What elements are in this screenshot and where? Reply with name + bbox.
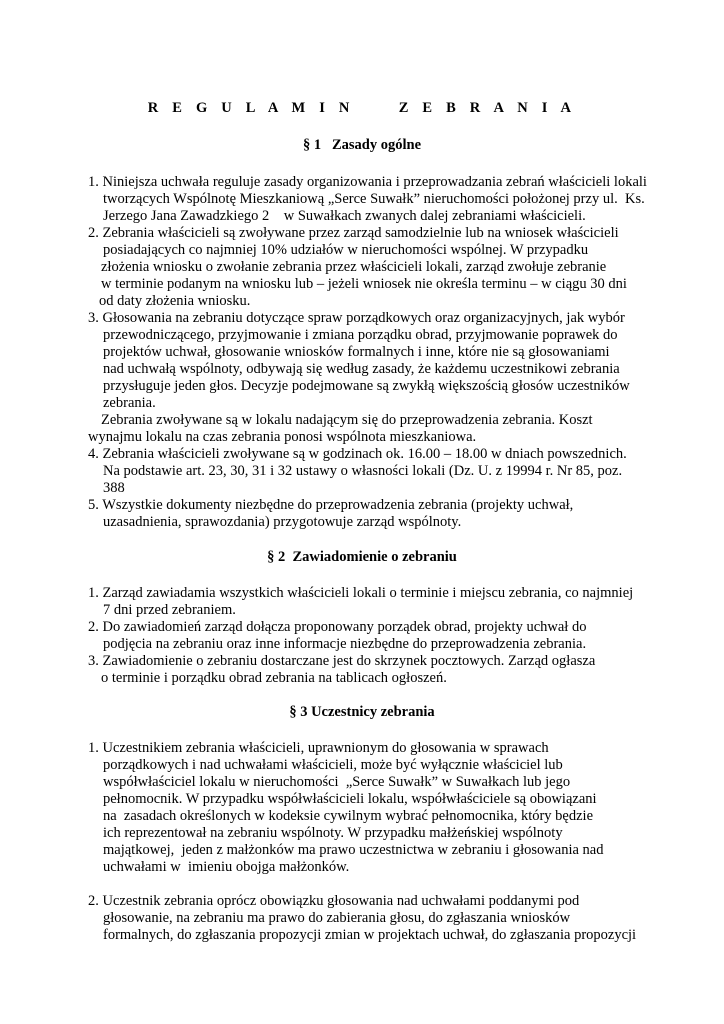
section-3-line: 2. Uczestnik zebrania oprócz obowiązku głosowania nad uchwałami poddanymi pod bbox=[88, 893, 580, 909]
section-3-line: pełnomocnik. W przypadku współwłaścicieli lokalu, współwłaściciele są obowiązani bbox=[103, 791, 597, 807]
section-1-line: projektów uchwał, głosowanie wniosków formalnych i inne, które nie są głosowaniami bbox=[103, 344, 610, 360]
section-1-line: wynajmu lokalu na czas zebrania ponosi wspólnota mieszkaniowa. bbox=[88, 429, 477, 445]
section-1-line: uzasadnienia, sprawozdania) przygotowuje zarząd wspólnoty. bbox=[103, 514, 462, 530]
section-1-line: 3. Głosowania na zebraniu dotyczące spraw porządkowych oraz organizacyjnych, jak wybór bbox=[88, 310, 625, 326]
section-1-line: Zebrania zwoływane są w lokalu nadającym się do przeprowadzenia zebrania. Koszt bbox=[101, 412, 593, 428]
section-2-line: o terminie i porządku obrad zebrania na tablicach ogłoszeń. bbox=[101, 670, 447, 686]
section-1-line: Na podstawie art. 23, 30, 31 i 32 ustawy o własności lokali (Dz. U. z 19994 r. Nr 85, poz. bbox=[103, 463, 623, 479]
section-1-line: w terminie podanym na wniosku lub – jeżeli wniosek nie określa terminu – w ciągu 30 dni bbox=[101, 276, 627, 292]
section-1-line: posiadających co najmniej 10% udziałów w nieruchomości wspólnej. W przypadku bbox=[103, 242, 589, 258]
section-2-line: 7 dni przed zebraniem. bbox=[103, 602, 236, 618]
document-title: R E G U L A M I N Z E B R A N I A bbox=[147, 100, 577, 116]
section-1-heading: § 1 Zasady ogólne bbox=[302, 137, 422, 153]
section-3-line: 1. Uczestnikiem zebrania właścicieli, uprawnionym do głosowania w sprawach bbox=[88, 740, 549, 756]
section-1-line: 2. Zebrania właścicieli są zwoływane przez zarząd samodzielnie lub na wniosek właścicieli bbox=[88, 225, 619, 241]
section-1-line: przysługuje jeden głos. Decyzje podejmowane są zwykłą większością głosów uczestników bbox=[103, 378, 630, 394]
section-1-line: przewodniczącego, przyjmowanie i zmiana porządku obrad, przyjmowanie poprawek do bbox=[103, 327, 618, 343]
section-1-line: złożenia wniosku o zwołanie zebrania przez właścicieli lokali, zarząd zwołuje zebranie bbox=[101, 259, 607, 275]
section-1-line: 5. Wszystkie dokumenty niezbędne do przeprowadzenia zebrania (projekty uchwał, bbox=[88, 497, 574, 513]
section-1-line: 4. Zebrania właścicieli zwoływane są w godzinach ok. 16.00 – 18.00 w dniach powszednich. bbox=[88, 446, 627, 462]
section-1-line: 388 bbox=[103, 480, 125, 496]
section-3-line: ich reprezentował na zebraniu wspólnoty. W przypadku małżeńskiej wspólnoty bbox=[103, 825, 563, 841]
section-3-line: porządkowych i nad uchwałami właścicieli, może być wyłącznie właściciel lub bbox=[103, 757, 563, 773]
section-1-line: tworzących Wspólnotę Mieszkaniową „Serce Suwałk” nieruchomości położonej przy ul. Ks. bbox=[103, 191, 645, 207]
section-3-line: formalnych, do zgłaszania propozycji zmian w projektach uchwał, do zgłaszania propozycji bbox=[103, 927, 637, 943]
section-2-line: 2. Do zawiadomień zarząd dołącza proponowany porządek obrad, projekty uchwał do bbox=[88, 619, 587, 635]
section-2-line: 1. Zarząd zawiadamia wszystkich właścicieli lokali o terminie i miejscu zebrania, co najmniej bbox=[88, 585, 634, 601]
section-3-line: na zasadach określonych w kodeksie cywilnym wybrać pełnomocnika, który będzie bbox=[103, 808, 594, 824]
section-3-line: głosowanie, na zebraniu ma prawo do zabierania głosu, do zgłaszania wniosków bbox=[103, 910, 571, 926]
section-2-heading: § 2 Zawiadomienie o zebraniu bbox=[267, 549, 457, 565]
section-1-line: od daty złożenia wniosku. bbox=[99, 293, 251, 309]
section-3-line: majątkowej, jeden z małżonków ma prawo uczestnictwa w zebraniu i głosowania nad bbox=[103, 842, 604, 858]
section-3-heading: § 3 Uczestnicy zebrania bbox=[289, 704, 435, 720]
section-2-line: 3. Zawiadomienie o zebraniu dostarczane jest do skrzynek pocztowych. Zarząd ogłasza bbox=[88, 653, 596, 669]
section-1-line: Jerzego Jana Zawadzkiego 2 w Suwałkach zwanych dalej zebraniami właścicieli. bbox=[103, 208, 586, 224]
section-1-line: nad uchwałą wspólnoty, odbywają się według zasady, że każdemu uczestnikowi zebrania bbox=[103, 361, 620, 377]
section-2-line: podjęcia na zebraniu oraz inne informacje niezbędne do przeprowadzenia zebrania. bbox=[103, 636, 587, 652]
section-3-line: uchwałami w imieniu obojga małżonków. bbox=[103, 859, 350, 875]
section-1-line: 1. Niniejsza uchwała reguluje zasady organizowania i przeprowadzania zebrań właścicieli lokali bbox=[88, 174, 647, 190]
section-3-line: współwłaściciel lokalu w nieruchomości „Serce Suwałk” w Suwałkach lub jego bbox=[103, 774, 571, 790]
section-1-line: zebrania. bbox=[103, 395, 156, 411]
